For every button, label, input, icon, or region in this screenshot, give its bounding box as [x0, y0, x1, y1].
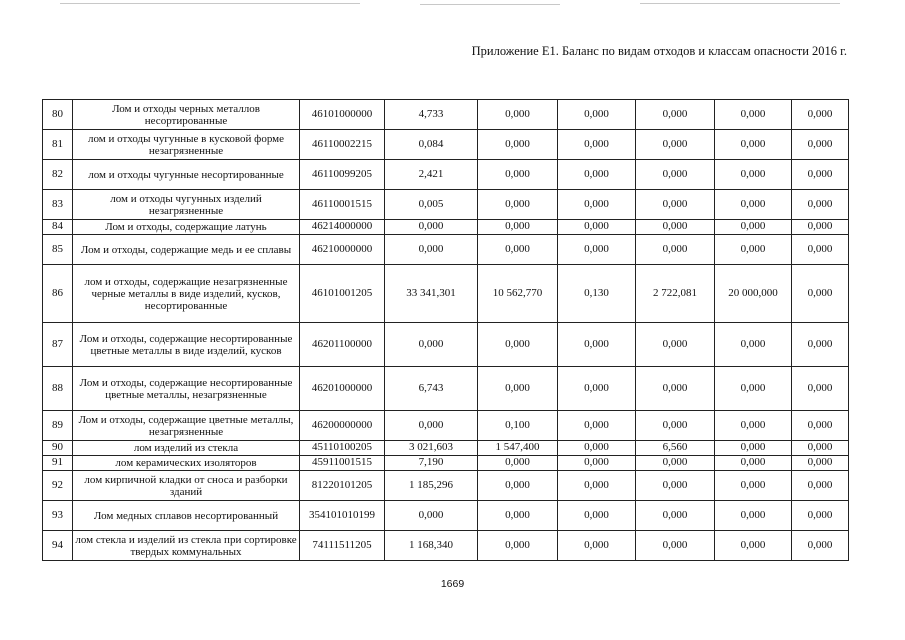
waste-name: лом и отходы чугунных изделий незагрязненные [73, 190, 300, 220]
waste-name: Лом и отходы, содержащие цветные металлы, незагрязненные [73, 411, 300, 441]
table-row [43, 367, 849, 411]
value-col-1: 0,000 [385, 220, 478, 235]
waste-code: 45110100205 [300, 441, 385, 456]
value-col-2: 0,000 [478, 323, 558, 367]
page-title: Приложение Е1. Баланс по видам отходов и классам опасности 2016 г. [471, 44, 847, 58]
waste-code: 46200000000 [300, 411, 385, 441]
value-col-6: 0,000 [792, 456, 849, 471]
value-col-3: 0,000 [558, 501, 636, 531]
value-col-4: 0,000 [636, 100, 715, 130]
row-number: 82 [43, 160, 73, 190]
value-col-5: 0,000 [715, 220, 792, 235]
waste-name: Лом и отходы, содержащие несортированные цветные металлы в виде изделий, кусков [73, 323, 300, 367]
scan-artifact [640, 3, 840, 4]
row-number: 80 [43, 100, 73, 130]
row-number: 85 [43, 235, 73, 265]
value-col-3: 0,000 [558, 190, 636, 220]
value-col-1: 33 341,301 [385, 265, 478, 323]
value-col-1: 4,733 [385, 100, 478, 130]
value-col-5: 0,000 [715, 531, 792, 561]
row-number: 84 [43, 220, 73, 235]
table-row [43, 160, 849, 190]
value-col-4: 0,000 [636, 160, 715, 190]
waste-code: 46210000000 [300, 235, 385, 265]
value-col-6: 0,000 [792, 160, 849, 190]
value-col-4: 0,000 [636, 531, 715, 561]
row-number: 91 [43, 456, 73, 471]
value-col-5: 20 000,000 [715, 265, 792, 323]
value-col-3: 0,000 [558, 130, 636, 160]
table-row [43, 235, 849, 265]
value-col-6: 0,000 [792, 130, 849, 160]
table-row [43, 531, 849, 561]
value-col-4: 0,000 [636, 323, 715, 367]
value-col-3: 0,000 [558, 100, 636, 130]
value-col-4: 6,560 [636, 441, 715, 456]
value-col-4: 0,000 [636, 411, 715, 441]
value-col-5: 0,000 [715, 190, 792, 220]
value-col-6: 0,000 [792, 235, 849, 265]
value-col-2: 0,000 [478, 220, 558, 235]
value-col-6: 0,000 [792, 220, 849, 235]
value-col-5: 0,000 [715, 411, 792, 441]
waste-code: 46110099205 [300, 160, 385, 190]
value-col-2: 0,100 [478, 411, 558, 441]
value-col-6: 0,000 [792, 441, 849, 456]
row-number: 89 [43, 411, 73, 441]
row-number: 93 [43, 501, 73, 531]
value-col-3: 0,130 [558, 265, 636, 323]
value-col-1: 0,005 [385, 190, 478, 220]
value-col-6: 0,000 [792, 323, 849, 367]
value-col-3: 0,000 [558, 441, 636, 456]
value-col-1: 0,000 [385, 501, 478, 531]
waste-name: Лом и отходы, содержащие несортированные цветные металлы, незагрязненные [73, 367, 300, 411]
value-col-5: 0,000 [715, 441, 792, 456]
value-col-1: 1 168,340 [385, 531, 478, 561]
value-col-6: 0,000 [792, 367, 849, 411]
row-number: 88 [43, 367, 73, 411]
value-col-6: 0,000 [792, 531, 849, 561]
row-number: 86 [43, 265, 73, 323]
value-col-1: 3 021,603 [385, 441, 478, 456]
value-col-4: 0,000 [636, 220, 715, 235]
value-col-6: 0,000 [792, 471, 849, 501]
row-number: 90 [43, 441, 73, 456]
value-col-2: 0,000 [478, 160, 558, 190]
value-col-5: 0,000 [715, 100, 792, 130]
waste-code: 45911001515 [300, 456, 385, 471]
scan-artifact [60, 3, 360, 4]
value-col-5: 0,000 [715, 160, 792, 190]
waste-name: лом стекла и изделий из стекла при сортировке твердых коммунальных [73, 531, 300, 561]
value-col-2: 0,000 [478, 130, 558, 160]
value-col-6: 0,000 [792, 190, 849, 220]
value-col-2: 10 562,770 [478, 265, 558, 323]
table-row [43, 323, 849, 367]
value-col-1: 0,000 [385, 323, 478, 367]
table-body [43, 100, 849, 561]
value-col-6: 0,000 [792, 501, 849, 531]
value-col-3: 0,000 [558, 471, 636, 501]
table-row [43, 441, 849, 456]
waste-name: лом кирпичной кладки от сноса и разборки зданий [73, 471, 300, 501]
value-col-6: 0,000 [792, 265, 849, 323]
value-col-6: 0,000 [792, 411, 849, 441]
value-col-3: 0,000 [558, 323, 636, 367]
waste-name: лом и отходы, содержащие незагрязненные черные металлы в виде изделий, кусков, несортированные [73, 265, 300, 323]
value-col-1: 2,421 [385, 160, 478, 190]
value-col-5: 0,000 [715, 323, 792, 367]
value-col-2: 0,000 [478, 235, 558, 265]
value-col-1: 7,190 [385, 456, 478, 471]
table-row [43, 220, 849, 235]
scan-artifact [420, 4, 560, 5]
value-col-4: 2 722,081 [636, 265, 715, 323]
value-col-4: 0,000 [636, 190, 715, 220]
value-col-4: 0,000 [636, 471, 715, 501]
value-col-2: 0,000 [478, 190, 558, 220]
row-number: 92 [43, 471, 73, 501]
value-col-1: 6,743 [385, 367, 478, 411]
waste-name: лом керамических изоляторов [73, 456, 300, 471]
value-col-3: 0,000 [558, 160, 636, 190]
waste-name: лом и отходы чугунные в кусковой форме незагрязненные [73, 130, 300, 160]
waste-code: 46101001205 [300, 265, 385, 323]
waste-code: 46201000000 [300, 367, 385, 411]
waste-code: 46101000000 [300, 100, 385, 130]
value-col-1: 0,000 [385, 235, 478, 265]
value-col-2: 1 547,400 [478, 441, 558, 456]
value-col-2: 0,000 [478, 531, 558, 561]
waste-code: 46110002215 [300, 130, 385, 160]
table-row [43, 471, 849, 501]
row-number: 87 [43, 323, 73, 367]
waste-name: Лом и отходы, содержащие медь и ее сплавы [73, 235, 300, 265]
waste-code: 354101010199 [300, 501, 385, 531]
waste-code: 46201100000 [300, 323, 385, 367]
table-row [43, 100, 849, 130]
value-col-5: 0,000 [715, 235, 792, 265]
value-col-5: 0,000 [715, 471, 792, 501]
value-col-1: 1 185,296 [385, 471, 478, 501]
value-col-2: 0,000 [478, 501, 558, 531]
value-col-2: 0,000 [478, 367, 558, 411]
waste-balance-table [42, 99, 849, 561]
value-col-5: 0,000 [715, 367, 792, 411]
value-col-1: 0,084 [385, 130, 478, 160]
value-col-2: 0,000 [478, 456, 558, 471]
waste-name: лом изделий из стекла [73, 441, 300, 456]
value-col-3: 0,000 [558, 411, 636, 441]
table-row [43, 501, 849, 531]
value-col-3: 0,000 [558, 531, 636, 561]
value-col-5: 0,000 [715, 130, 792, 160]
table-row [43, 411, 849, 441]
waste-name: лом и отходы чугунные несортированные [73, 160, 300, 190]
row-number: 81 [43, 130, 73, 160]
waste-name: Лом и отходы, содержащие латунь [73, 220, 300, 235]
table-row [43, 265, 849, 323]
value-col-6: 0,000 [792, 100, 849, 130]
value-col-3: 0,000 [558, 456, 636, 471]
value-col-4: 0,000 [636, 501, 715, 531]
value-col-3: 0,000 [558, 235, 636, 265]
value-col-4: 0,000 [636, 130, 715, 160]
value-col-3: 0,000 [558, 220, 636, 235]
waste-name: Лом медных сплавов несортированный [73, 501, 300, 531]
value-col-5: 0,000 [715, 501, 792, 531]
waste-code: 46214000000 [300, 220, 385, 235]
waste-name: Лом и отходы черных металлов несортированные [73, 100, 300, 130]
value-col-4: 0,000 [636, 235, 715, 265]
value-col-4: 0,000 [636, 367, 715, 411]
waste-code: 46110001515 [300, 190, 385, 220]
value-col-4: 0,000 [636, 456, 715, 471]
value-col-3: 0,000 [558, 367, 636, 411]
page-number: 1669 [440, 578, 465, 590]
table-row [43, 190, 849, 220]
row-number: 83 [43, 190, 73, 220]
table-row [43, 130, 849, 160]
value-col-2: 0,000 [478, 471, 558, 501]
table-row [43, 456, 849, 471]
waste-code: 81220101205 [300, 471, 385, 501]
value-col-1: 0,000 [385, 411, 478, 441]
value-col-2: 0,000 [478, 100, 558, 130]
value-col-5: 0,000 [715, 456, 792, 471]
waste-code: 74111511205 [300, 531, 385, 561]
row-number: 94 [43, 531, 73, 561]
